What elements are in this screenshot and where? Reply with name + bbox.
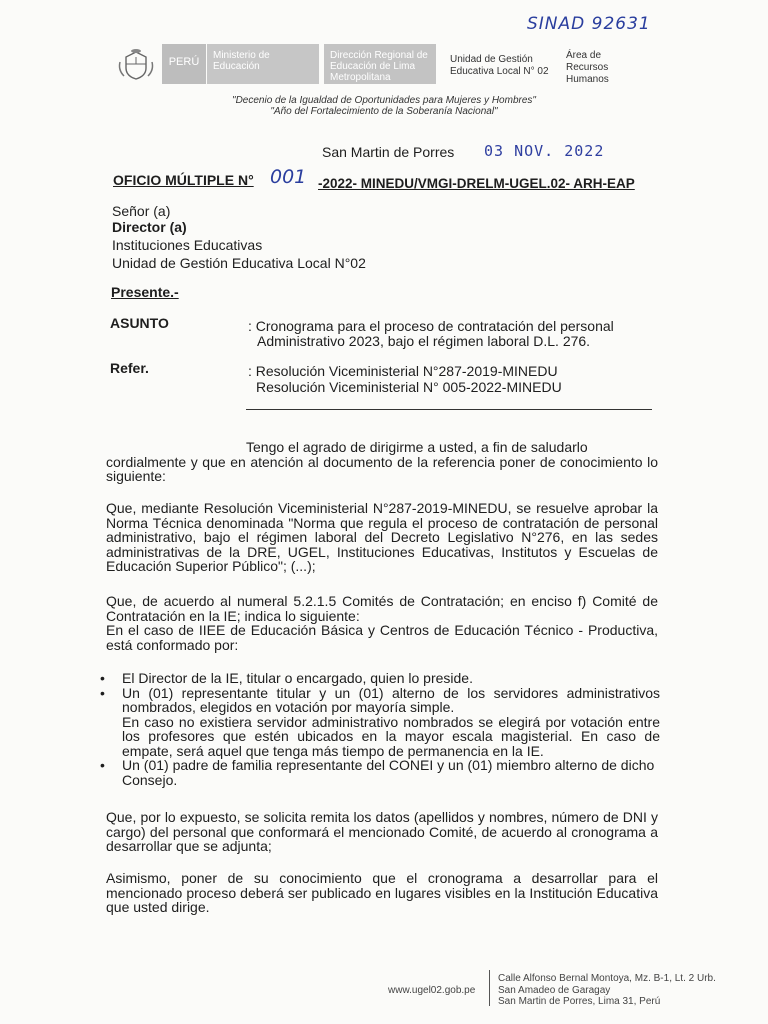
list-item: • El Director de la IE, titular o encargado, quien lo preside. <box>100 671 660 686</box>
list-item-note: En caso no existiera servidor administrativo nombrados se elegirá por votación entre los profesores que estén ubicados en la mayor escala magisterial. En caso de empate, será aquel que tenga más tiempo de permanencia en la IE. <box>122 713 660 759</box>
date-place: San Martin de Porres <box>322 144 455 160</box>
committee-list <box>100 671 660 787</box>
addressee-l1: Señor (a) <box>112 203 171 219</box>
asunto-label: ASUNTO <box>110 315 169 331</box>
sinad-handwritten: SINAD 92631 <box>527 14 651 34</box>
oficio-suffix: -2022- MINEDU/VMGI-DRELM-UGEL.02- ARH-EAP <box>318 176 635 191</box>
addressee-l2: Director (a) <box>112 219 187 235</box>
footer-address: Calle Alfonso Bernal Montoya, Mz. B-1, Lt. 2 Urb. San Amadeo de Garagay San Martin de Porres, Lima 31, Perú <box>498 973 716 1007</box>
refer-line2: Resolución Viceministerial N° 005-2022-MINEDU <box>256 379 562 395</box>
paragraph-3: Que, de acuerdo al numeral 5.2.1.5 Comités de Contratación; en enciso f) Comité de Contratación en la IE; indica lo siguiente: En el caso de IIEE de Educación Básica y Centros de Educación Técnico - Productiva, está conformado por: <box>106 593 658 653</box>
addressee-l3: Instituciones Educativas <box>112 237 263 253</box>
paragraph-5: Asimismo, poner de su conocimiento que el cronograma a desarrollar para el mencionado proceso deberá ser publicado en lugares visibles en la Institución Educativa que usted dirige. <box>106 870 658 915</box>
addressee-l4: Unidad de Gestión Educativa Local N°02 <box>112 255 366 271</box>
dre-box: Dirección Regional de Educación de Lima Metropolitana <box>324 44 436 84</box>
asunto-line2: Administrativo 2023, bajo el régimen laboral D.L. 276. <box>257 333 591 349</box>
coat-of-arms-icon <box>116 48 156 82</box>
oficio-number: 001 <box>270 166 307 188</box>
decenio-line2: "Año del Fortalecimiento de la Soberanía Nacional" <box>270 106 498 117</box>
paragraph-2: Que, mediante Resolución Viceministerial N°287-2019-MINEDU, se resuelve aprobar la Norma Técnica denominada "Norma que regula el proceso de contratación de personal administrativo, bajo el régimen laboral del Decreto Legislativo N°276, en las sedes administrativas de la DRE, UGEL, Instituciones Educativas, Institutos y Escuelas de Educación Superior Público"; (...); <box>106 500 658 574</box>
oficio-prefix: OFICIO MÚLTIPLE N° <box>113 172 254 188</box>
divider-line <box>246 409 652 410</box>
footer-divider <box>489 970 490 1006</box>
footer-website: www.ugel02.gob.pe <box>388 985 476 996</box>
peru-box: PERÚ <box>162 44 206 84</box>
presente-heading: Presente.- <box>111 284 179 300</box>
asunto-line1: : Cronograma para el proceso de contratación del personal <box>248 318 614 334</box>
ministerio-box: Ministerio de Educación <box>207 44 319 84</box>
date-stamp: 03 NOV. 2022 <box>484 142 605 160</box>
area-label: Área de Recursos Humanos <box>566 50 609 85</box>
refer-label: Refer. <box>110 360 149 376</box>
ugel-label: Unidad de Gestión Educativa Local N° 02 <box>450 54 549 77</box>
decenio-line1: "Decenio de la Igualdad de Oportunidades para Mujeres y Hombres" <box>232 95 536 106</box>
decenio-block <box>0 95 768 117</box>
list-item: • Un (01) representante titular y un (01) alterno de los servidores administrativos nombrados, elegidos en votación por mayoría simple. <box>100 686 660 715</box>
paragraph-4: Que, por lo expuesto, se solicita remita los datos (apellidos y nombres, número de DNI y cargo) del personal que conformará el mencionado Comité, de acuerdo al cronograma a desarrollar que se adjunta; <box>106 809 658 854</box>
list-item: • Un (01) padre de familia representante del CONEI y un (01) miembro alterno de dicho Consejo. <box>100 758 660 787</box>
refer-line1: : Resolución Viceministerial N°287-2019-MINEDU <box>248 363 558 379</box>
paragraph-1: Tengo el agrado de dirigirme a usted, a fin de saludarlo cordialmente y que en atención al documento de la referencia poner de conocimiento lo siguiente: <box>106 439 658 484</box>
